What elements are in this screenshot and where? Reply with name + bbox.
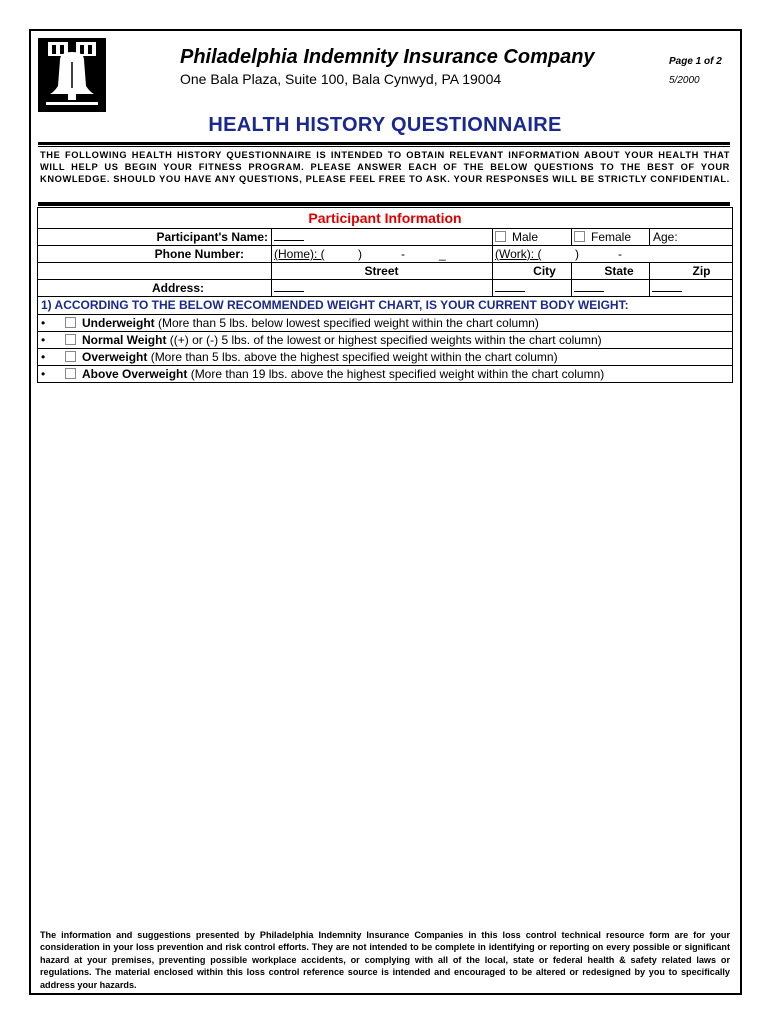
option-desc: (More than 5 lbs. above the highest specified weight within the chart column) — [147, 350, 558, 364]
option-label: Above Overweight — [82, 367, 188, 381]
weight-option-underweight[interactable] — [38, 315, 732, 332]
bullet: • — [41, 367, 46, 381]
section-rule — [38, 202, 730, 206]
company-name: Philadelphia Indemnity Insurance Company — [180, 46, 595, 68]
option-desc: (More than 5 lbs. below lowest specified weight within the chart column) — [154, 316, 539, 330]
home-phone-dash: - — [401, 247, 405, 261]
bullet: • — [41, 333, 46, 347]
home-phone-label[interactable]: (Home): ( — [274, 247, 325, 261]
weight-option-above-overweight[interactable] — [38, 366, 732, 382]
street-field[interactable] — [274, 280, 304, 296]
form-date: 5/2000 — [669, 75, 700, 86]
male-label: Male — [512, 230, 539, 244]
female-checkbox[interactable] — [574, 231, 585, 242]
question-1: 1) ACCORDING TO THE BELOW RECOMMENDED WEIGHT CHART, IS YOUR CURRENT BODY WEIGHT: — [38, 296, 732, 315]
option-label: Underweight — [82, 316, 155, 330]
home-phone-underscore: _ — [439, 247, 446, 261]
phone-label: Phone Number: — [154, 247, 244, 261]
male-option[interactable] — [495, 229, 538, 245]
street-header: Street — [364, 264, 399, 278]
female-label: Female — [591, 230, 632, 244]
male-checkbox[interactable] — [495, 231, 506, 242]
home-phone-paren: ) — [358, 247, 362, 261]
overweight-checkbox[interactable] — [65, 351, 76, 362]
option-label: Normal Weight — [82, 333, 167, 347]
work-phone-paren: ) — [575, 247, 579, 261]
option-label: Overweight — [82, 350, 148, 364]
name-field[interactable] — [274, 229, 304, 245]
page-title: HEALTH HISTORY QUESTIONNAIRE — [208, 114, 562, 136]
city-header: City — [533, 264, 556, 278]
weight-option-normal[interactable] — [38, 332, 732, 349]
intro-text: THE FOLLOWING HEALTH HISTORY QUESTIONNAIRE IS INTENDED TO OBTAIN RELEVANT INFORMATION ABOUT YOUR HEALTH THAT WILL HELP US BEGIN YOUR FITNESS PROGRAM. PLEASE ANSWER EACH OF THE BELOW QUESTIONS TO THE BEST OF YOUR KNOWLEDGE. SHOULD YOU HAVE ANY QUESTIONS, PLEASE FEEL FREE TO ASK. YOUR RESPONSES WILL BE STRICTLY CONFIDENTIAL. — [40, 150, 730, 184]
weight-option-overweight[interactable] — [38, 349, 732, 366]
work-phone-dash: - — [618, 247, 622, 261]
address-row — [38, 280, 732, 296]
state-field[interactable] — [574, 280, 604, 296]
zip-field[interactable] — [652, 280, 682, 296]
participant-form — [37, 207, 733, 383]
address-label: Address: — [151, 281, 204, 295]
underweight-checkbox[interactable] — [65, 317, 76, 328]
option-desc: (More than 19 lbs. above the highest specified weight within the chart column) — [187, 367, 605, 381]
age-field[interactable]: Age: — [653, 230, 678, 244]
bullet: • — [41, 350, 46, 364]
name-label: Participant's Name: — [156, 230, 268, 244]
phone-row — [38, 246, 732, 263]
option-desc: ((+) or (-) 5 lbs. of the lowest or highest specified weights within the chart column) — [166, 333, 602, 347]
work-phone-label[interactable]: (Work): ( — [495, 247, 542, 261]
liberty-bell-icon — [38, 38, 106, 112]
title-rule — [38, 142, 730, 145]
page-number: Page 1 of 2 — [669, 56, 722, 67]
disclaimer-text: The information and suggestions presented by Philadelphia Indemnity Insurance Companies in this loss control technical resource form are for your consideration in your loss prevention and risk control efforts. They are not intended to be complete in identifying or reporting on every possible or significant hazard at your premises, preventing possible workplace accidents, or complying with all of the local, state or federal health & safety related laws or regulations. The material enclosed within this loss control reference source is intended and encouraged to be altered or redesigned by you to specifically address your hazards. — [40, 930, 730, 990]
bullet: • — [41, 316, 46, 330]
female-option[interactable] — [574, 229, 631, 245]
normal-weight-checkbox[interactable] — [65, 334, 76, 345]
company-address: One Bala Plaza, Suite 100, Bala Cynwyd, PA 19004 — [180, 71, 502, 87]
state-header: State — [604, 264, 634, 278]
name-row — [38, 229, 732, 246]
above-overweight-checkbox[interactable] — [65, 368, 76, 379]
zip-header: Zip — [692, 264, 711, 278]
participant-section-title: Participant Information — [38, 208, 732, 229]
address-header-row — [38, 263, 732, 280]
city-field[interactable] — [495, 280, 525, 296]
title-rule-thin — [38, 146, 730, 147]
